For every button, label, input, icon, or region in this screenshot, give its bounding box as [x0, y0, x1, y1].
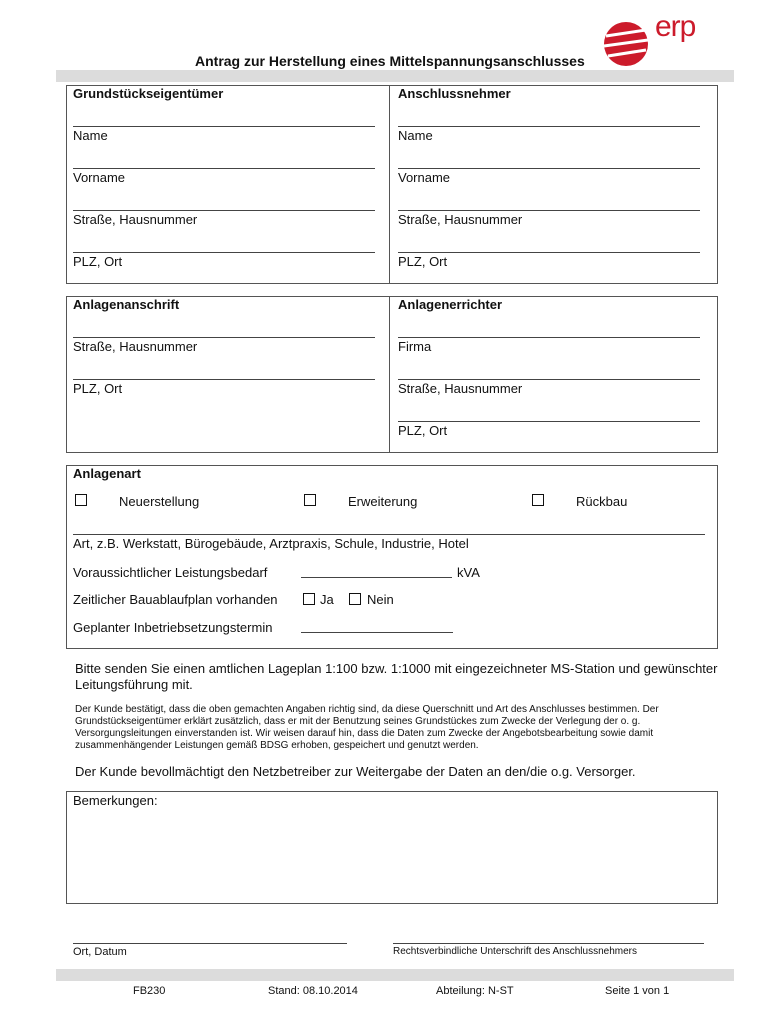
- form-number: FB230: [133, 985, 166, 997]
- yes-checkbox[interactable]: [303, 593, 315, 605]
- owner-heading: Grundstückseigentümer: [73, 86, 224, 101]
- connector-city-label: PLZ, Ort: [398, 254, 448, 269]
- logo-text: erp: [655, 10, 696, 43]
- remarks-label: Bemerkungen:: [73, 793, 158, 808]
- remarks-box[interactable]: [66, 791, 718, 904]
- install-city-line[interactable]: [73, 379, 375, 380]
- consent-line-3: Versorgungsleitungen einverstanden ist. Wir weisen darauf hin, dass die Daten zum Zwecke der Angebotsbearbeitung sowie damit: [75, 728, 654, 739]
- dismantling-checkbox[interactable]: [532, 494, 544, 506]
- install-city-label: PLZ, Ort: [73, 381, 123, 396]
- owner-section: [66, 85, 718, 284]
- owner-firstname-label: Vorname: [73, 170, 126, 185]
- no-checkbox[interactable]: [349, 593, 361, 605]
- power-demand-unit: kVA: [457, 565, 480, 580]
- installer-street-line[interactable]: [398, 379, 700, 380]
- yes-label: Ja: [320, 592, 334, 607]
- section-divider: [389, 296, 390, 453]
- connector-heading: Anschlussnehmer: [398, 86, 511, 101]
- owner-name-line[interactable]: [73, 126, 375, 127]
- page-title: Antrag zur Herstellung eines Mittelspannungsanschlusses: [195, 53, 585, 69]
- installer-company-line[interactable]: [398, 337, 700, 338]
- extension-label: Erweiterung: [348, 494, 418, 509]
- page-number: Seite 1 von 1: [605, 985, 670, 997]
- revision-date: Stand: 08.10.2014: [268, 985, 358, 997]
- signature-label: Rechtsverbindliche Unterschrift des Anschlussnehmers: [393, 946, 637, 957]
- consent-line-2: Grundstückseigentümer erklärt zusätzlich, dass er mit der Benutzung seines Grundstückes zum Zwecke der Verlegung der o. g.: [75, 716, 641, 727]
- connector-city-line[interactable]: [398, 252, 700, 253]
- installer-heading: Anlagenerrichter: [398, 297, 503, 312]
- owner-street-line[interactable]: [73, 210, 375, 211]
- consent-line-4: zusammenhängender Leistungen gemäß BDSG erhoben, gespeichert und genutzt werden.: [75, 740, 479, 751]
- connector-firstname-label: Vorname: [398, 170, 451, 185]
- section-divider: [389, 85, 390, 284]
- department: Abteilung: N-ST: [436, 985, 514, 997]
- connector-name-label: Name: [398, 128, 433, 143]
- footer-bar: [56, 969, 734, 981]
- installer-city-line[interactable]: [398, 421, 700, 422]
- power-demand-line[interactable]: [301, 577, 452, 578]
- connector-street-line[interactable]: [398, 210, 700, 211]
- install-street-line[interactable]: [73, 337, 375, 338]
- install-street-label: Straße, Hausnummer: [73, 339, 198, 354]
- connector-name-line[interactable]: [398, 126, 700, 127]
- owner-name-label: Name: [73, 128, 108, 143]
- site-plan-note: Bitte senden Sie einen amtlichen Lageplan 1:100 bzw. 1:1000 mit eingezeichneter MS-Station und gewünschter Leitungsführung mit.: [75, 661, 718, 692]
- new-build-checkbox[interactable]: [75, 494, 87, 506]
- dismantling-label: Rückbau: [576, 494, 628, 509]
- new-build-label: Neuerstellung: [119, 494, 200, 509]
- consent-line-1: Der Kunde bestätigt, dass die oben gemachten Angaben richtig sind, da diese Querschnitt und Art des Anschlusses bestimmen. Der: [75, 704, 659, 715]
- place-date-line[interactable]: [73, 943, 347, 944]
- owner-city-line[interactable]: [73, 252, 375, 253]
- installer-street-label: Straße, Hausnummer: [398, 381, 523, 396]
- power-demand-label: Voraussichtlicher Leistungsbedarf: [73, 565, 268, 580]
- extension-checkbox[interactable]: [304, 494, 316, 506]
- art-line[interactable]: [73, 534, 705, 535]
- signature-line[interactable]: [393, 943, 704, 944]
- installation-section: [66, 296, 718, 453]
- commissioning-line[interactable]: [301, 632, 453, 633]
- no-label: Nein: [367, 592, 394, 607]
- owner-firstname-line[interactable]: [73, 168, 375, 169]
- owner-city-label: PLZ, Ort: [73, 254, 123, 269]
- schedule-label: Zeitlicher Bauablaufplan vorhanden: [73, 592, 278, 607]
- owner-street-label: Straße, Hausnummer: [73, 212, 198, 227]
- title-bar: [56, 70, 734, 82]
- installation-address-heading: Anlagenanschrift: [73, 297, 180, 312]
- installer-city-label: PLZ, Ort: [398, 423, 448, 438]
- commissioning-label: Geplanter Inbetriebsetzungstermin: [73, 620, 273, 635]
- installer-company-label: Firma: [398, 339, 432, 354]
- art-label: Art, z.B. Werkstatt, Bürogebäude, Arztpraxis, Schule, Industrie, Hotel: [73, 536, 469, 551]
- authorization-note: Der Kunde bevollmächtigt den Netzbetreiber zur Weitergabe der Daten an den/die o.g. Versorger.: [75, 764, 636, 779]
- installation-type-heading: Anlagenart: [73, 466, 141, 481]
- place-date-label: Ort, Datum: [73, 946, 127, 958]
- connector-street-label: Straße, Hausnummer: [398, 212, 523, 227]
- connector-firstname-line[interactable]: [398, 168, 700, 169]
